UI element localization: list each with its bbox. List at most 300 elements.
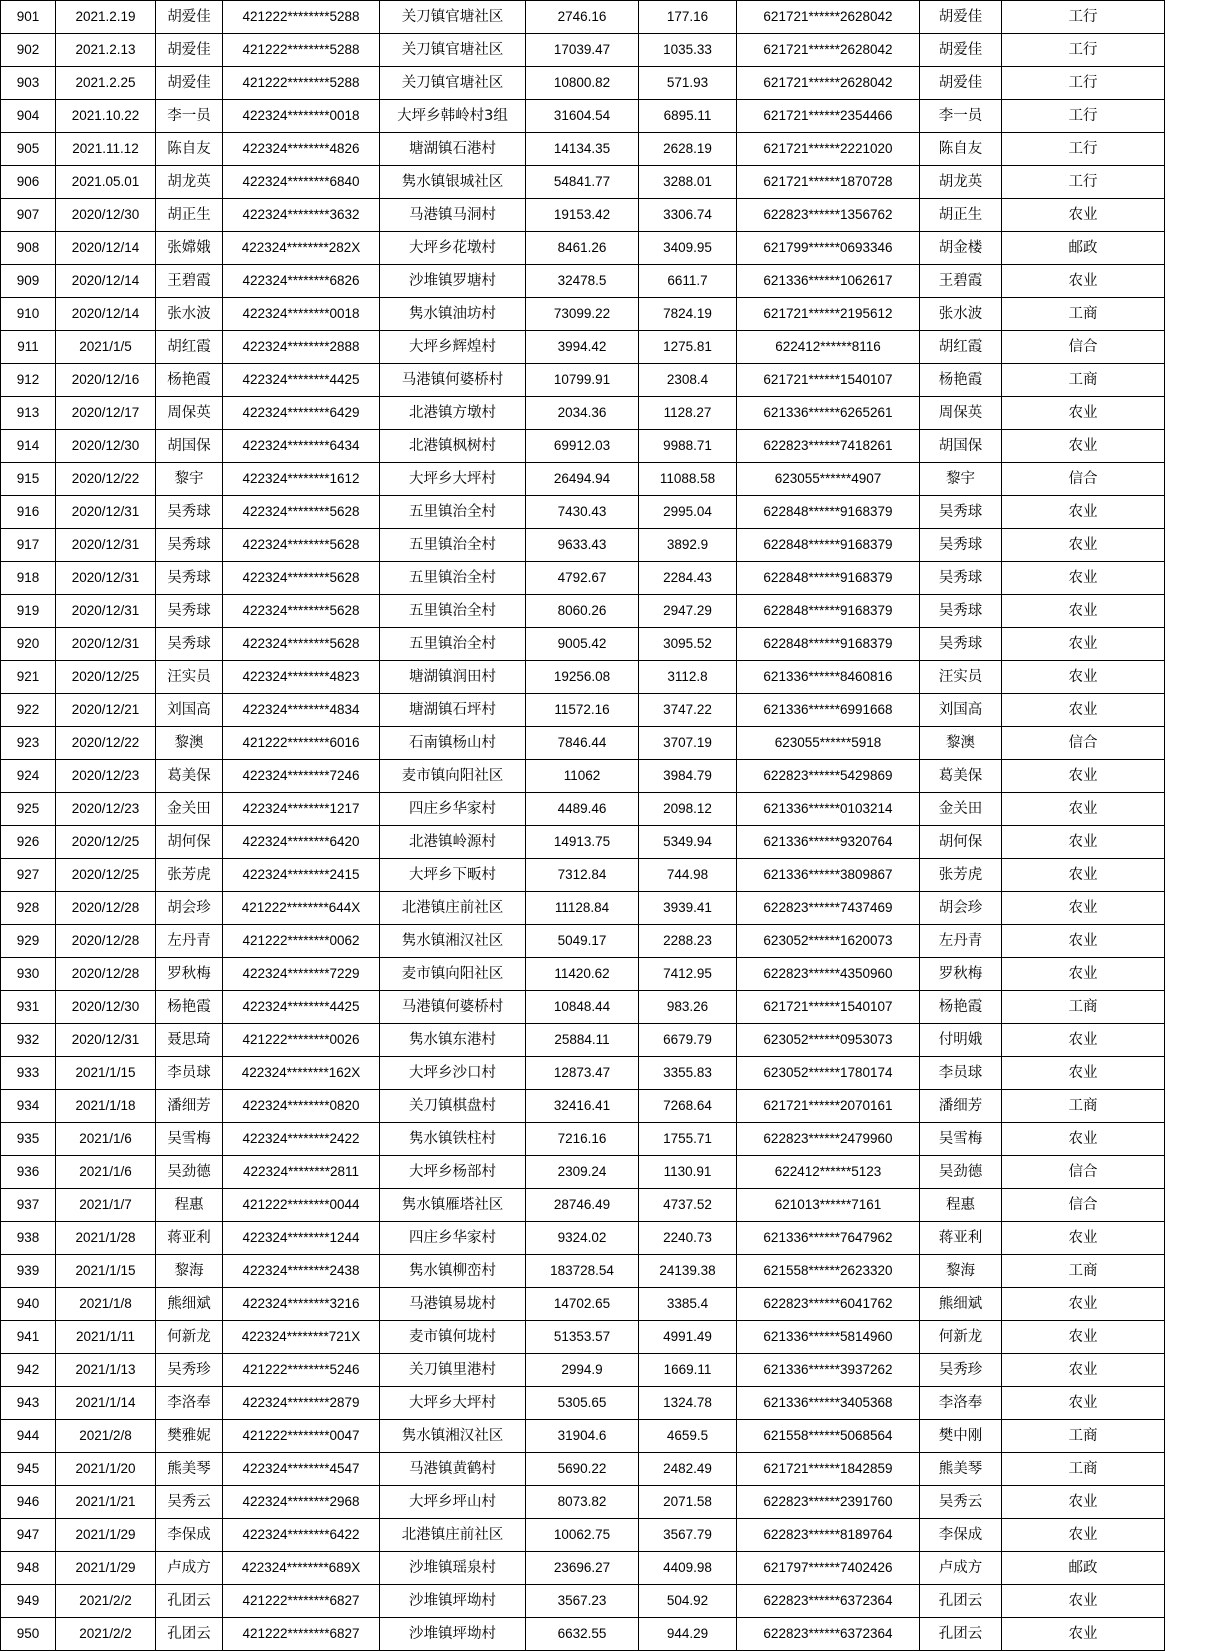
address-cell: 五里镇治全村 <box>380 628 526 661</box>
table-row <box>1 397 1165 430</box>
amount-cell: 10848.44 <box>526 991 639 1024</box>
account-holder-cell: 李保成 <box>920 1519 1002 1552</box>
account-holder-cell: 黎澳 <box>920 727 1002 760</box>
id-number-cell: 422324********5628 <box>223 529 380 562</box>
table-row <box>1 1255 1165 1288</box>
subsidy-cell: 7824.19 <box>639 298 737 331</box>
subsidy-cell: 3095.52 <box>639 628 737 661</box>
seq-cell: 917 <box>1 529 56 562</box>
date-cell: 2020/12/25 <box>56 661 156 694</box>
amount-cell: 7430.43 <box>526 496 639 529</box>
amount-cell: 12873.47 <box>526 1057 639 1090</box>
bank-cell: 信合 <box>1002 463 1165 496</box>
account-cell: 621721******2354466 <box>737 100 920 133</box>
address-cell: 北港镇庄前社区 <box>380 1519 526 1552</box>
account-holder-cell: 蒋亚利 <box>920 1222 1002 1255</box>
date-cell: 2020/12/30 <box>56 991 156 1024</box>
seq-cell: 902 <box>1 34 56 67</box>
subsidy-cell: 1035.33 <box>639 34 737 67</box>
account-cell: 621336******3809867 <box>737 859 920 892</box>
bank-cell: 农业 <box>1002 793 1165 826</box>
subsidy-cell: 1324.78 <box>639 1387 737 1420</box>
date-cell: 2021/1/6 <box>56 1123 156 1156</box>
bank-cell: 信合 <box>1002 727 1165 760</box>
address-cell: 塘湖镇润田村 <box>380 661 526 694</box>
seq-cell: 925 <box>1 793 56 826</box>
seq-cell: 906 <box>1 166 56 199</box>
account-cell: 621013******7161 <box>737 1189 920 1222</box>
amount-cell: 8073.82 <box>526 1486 639 1519</box>
address-cell: 关刀镇官塘社区 <box>380 1 526 34</box>
table-row <box>1 925 1165 958</box>
id-number-cell: 422324********2888 <box>223 331 380 364</box>
bank-cell: 农业 <box>1002 496 1165 529</box>
address-cell: 隽水镇柳峦村 <box>380 1255 526 1288</box>
bank-cell: 工商 <box>1002 1255 1165 1288</box>
seq-cell: 923 <box>1 727 56 760</box>
bank-cell: 农业 <box>1002 430 1165 463</box>
table-row <box>1 760 1165 793</box>
name-cell: 何新龙 <box>156 1321 223 1354</box>
subsidy-cell: 571.93 <box>639 67 737 100</box>
id-number-cell: 422324********2422 <box>223 1123 380 1156</box>
table-row <box>1 1453 1165 1486</box>
table-row <box>1 34 1165 67</box>
subsidy-cell: 1755.71 <box>639 1123 737 1156</box>
date-cell: 2020/12/31 <box>56 529 156 562</box>
subsidy-cell: 2284.43 <box>639 562 737 595</box>
bank-cell: 邮政 <box>1002 1552 1165 1585</box>
amount-cell: 28746.49 <box>526 1189 639 1222</box>
amount-cell: 5690.22 <box>526 1453 639 1486</box>
date-cell: 2021.05.01 <box>56 166 156 199</box>
bank-cell: 农业 <box>1002 1057 1165 1090</box>
address-cell: 沙堆镇坪坳村 <box>380 1585 526 1618</box>
subsidy-cell: 6611.7 <box>639 265 737 298</box>
account-cell: 621721******1540107 <box>737 991 920 1024</box>
name-cell: 胡会珍 <box>156 892 223 925</box>
amount-cell: 9633.43 <box>526 529 639 562</box>
address-cell: 塘湖镇石港村 <box>380 133 526 166</box>
address-cell: 北港镇方墩村 <box>380 397 526 430</box>
address-cell: 沙堆镇罗塘村 <box>380 265 526 298</box>
date-cell: 2021.2.25 <box>56 67 156 100</box>
subsidy-cell: 504.92 <box>639 1585 737 1618</box>
account-cell: 622823******5429869 <box>737 760 920 793</box>
account-cell: 621721******2628042 <box>737 67 920 100</box>
account-cell: 622823******8189764 <box>737 1519 920 1552</box>
seq-cell: 905 <box>1 133 56 166</box>
id-number-cell: 422324********2879 <box>223 1387 380 1420</box>
id-number-cell: 422324********6422 <box>223 1519 380 1552</box>
subsidy-cell: 24139.38 <box>639 1255 737 1288</box>
subsidy-cell: 4659.5 <box>639 1420 737 1453</box>
bank-cell: 工行 <box>1002 1 1165 34</box>
account-holder-cell: 吴劲德 <box>920 1156 1002 1189</box>
table-row <box>1 793 1165 826</box>
amount-cell: 2994.9 <box>526 1354 639 1387</box>
name-cell: 孔团云 <box>156 1585 223 1618</box>
table-row <box>1 1189 1165 1222</box>
address-cell: 大坪乡花墩村 <box>380 232 526 265</box>
account-cell: 623055******5918 <box>737 727 920 760</box>
amount-cell: 14913.75 <box>526 826 639 859</box>
subsidy-cell: 7412.95 <box>639 958 737 991</box>
name-cell: 杨艳霞 <box>156 991 223 1024</box>
seq-cell: 937 <box>1 1189 56 1222</box>
subsidy-cell: 983.26 <box>639 991 737 1024</box>
date-cell: 2020/12/31 <box>56 1024 156 1057</box>
name-cell: 程惠 <box>156 1189 223 1222</box>
account-holder-cell: 吴秀球 <box>920 496 1002 529</box>
table-row <box>1 958 1165 991</box>
amount-cell: 11572.16 <box>526 694 639 727</box>
date-cell: 2020/12/31 <box>56 562 156 595</box>
name-cell: 吴雪梅 <box>156 1123 223 1156</box>
subsidy-cell: 3288.01 <box>639 166 737 199</box>
account-cell: 621336******9320764 <box>737 826 920 859</box>
date-cell: 2020/12/31 <box>56 496 156 529</box>
name-cell: 胡爱佳 <box>156 67 223 100</box>
account-cell: 622848******9168379 <box>737 529 920 562</box>
table-body <box>1 1 1165 1651</box>
name-cell: 潘细芳 <box>156 1090 223 1123</box>
seq-cell: 945 <box>1 1453 56 1486</box>
account-cell: 621336******8460816 <box>737 661 920 694</box>
subsidy-cell: 1128.27 <box>639 397 737 430</box>
seq-cell: 920 <box>1 628 56 661</box>
table-row <box>1 430 1165 463</box>
amount-cell: 54841.77 <box>526 166 639 199</box>
amount-cell: 2746.16 <box>526 1 639 34</box>
account-holder-cell: 胡爱佳 <box>920 67 1002 100</box>
bank-cell: 农业 <box>1002 1618 1165 1651</box>
table-row <box>1 1387 1165 1420</box>
id-number-cell: 421222********5288 <box>223 34 380 67</box>
table-row <box>1 463 1165 496</box>
id-number-cell: 422324********5628 <box>223 562 380 595</box>
seq-cell: 950 <box>1 1618 56 1651</box>
id-number-cell: 422324********0820 <box>223 1090 380 1123</box>
seq-cell: 947 <box>1 1519 56 1552</box>
seq-cell: 901 <box>1 1 56 34</box>
table-row <box>1 727 1165 760</box>
name-cell: 王碧霞 <box>156 265 223 298</box>
amount-cell: 4792.67 <box>526 562 639 595</box>
id-number-cell: 421222********6827 <box>223 1585 380 1618</box>
amount-cell: 26494.94 <box>526 463 639 496</box>
date-cell: 2020/12/22 <box>56 463 156 496</box>
account-cell: 621336******6265261 <box>737 397 920 430</box>
account-cell: 623052******0953073 <box>737 1024 920 1057</box>
name-cell: 李员球 <box>156 1057 223 1090</box>
bank-cell: 农业 <box>1002 661 1165 694</box>
account-holder-cell: 潘细芳 <box>920 1090 1002 1123</box>
account-holder-cell: 王碧霞 <box>920 265 1002 298</box>
date-cell: 2020/12/14 <box>56 232 156 265</box>
bank-cell: 工商 <box>1002 991 1165 1024</box>
address-cell: 大坪乡下畈村 <box>380 859 526 892</box>
table-row <box>1 628 1165 661</box>
amount-cell: 7216.16 <box>526 1123 639 1156</box>
subsidy-cell: 4737.52 <box>639 1189 737 1222</box>
seq-cell: 932 <box>1 1024 56 1057</box>
id-number-cell: 422324********5628 <box>223 628 380 661</box>
account-cell: 621336******7647962 <box>737 1222 920 1255</box>
subsidy-cell: 7268.64 <box>639 1090 737 1123</box>
id-number-cell: 421222********0026 <box>223 1024 380 1057</box>
account-holder-cell: 吴秀球 <box>920 529 1002 562</box>
address-cell: 大坪乡辉煌村 <box>380 331 526 364</box>
name-cell: 罗秋梅 <box>156 958 223 991</box>
table-row <box>1 892 1165 925</box>
id-number-cell: 422324********4823 <box>223 661 380 694</box>
date-cell: 2021/1/11 <box>56 1321 156 1354</box>
amount-cell: 14702.65 <box>526 1288 639 1321</box>
name-cell: 胡爱佳 <box>156 1 223 34</box>
subsidy-cell: 1275.81 <box>639 331 737 364</box>
account-cell: 622823******2479960 <box>737 1123 920 1156</box>
amount-cell: 19153.42 <box>526 199 639 232</box>
name-cell: 陈自友 <box>156 133 223 166</box>
subsidy-cell: 3747.22 <box>639 694 737 727</box>
date-cell: 2021/1/29 <box>56 1552 156 1585</box>
amount-cell: 3994.42 <box>526 331 639 364</box>
bank-cell: 工行 <box>1002 166 1165 199</box>
account-holder-cell: 杨艳霞 <box>920 991 1002 1024</box>
date-cell: 2021.11.12 <box>56 133 156 166</box>
subsidy-cell: 3409.95 <box>639 232 737 265</box>
subsidy-cell: 177.16 <box>639 1 737 34</box>
table-row <box>1 1519 1165 1552</box>
id-number-cell: 421222********644X <box>223 892 380 925</box>
name-cell: 周保英 <box>156 397 223 430</box>
id-number-cell: 421222********0047 <box>223 1420 380 1453</box>
subsidy-cell: 3939.41 <box>639 892 737 925</box>
account-holder-cell: 张芳虎 <box>920 859 1002 892</box>
account-cell: 622848******9168379 <box>737 562 920 595</box>
account-cell: 621721******1842859 <box>737 1453 920 1486</box>
id-number-cell: 422324********6826 <box>223 265 380 298</box>
account-holder-cell: 胡正生 <box>920 199 1002 232</box>
date-cell: 2020/12/28 <box>56 958 156 991</box>
account-cell: 621799******0693346 <box>737 232 920 265</box>
account-holder-cell: 吴雪梅 <box>920 1123 1002 1156</box>
bank-cell: 农业 <box>1002 1387 1165 1420</box>
bank-cell: 农业 <box>1002 1321 1165 1354</box>
amount-cell: 9324.02 <box>526 1222 639 1255</box>
seq-cell: 929 <box>1 925 56 958</box>
seq-cell: 907 <box>1 199 56 232</box>
table-row <box>1 331 1165 364</box>
account-holder-cell: 孔团云 <box>920 1618 1002 1651</box>
amount-cell: 4489.46 <box>526 793 639 826</box>
bank-cell: 邮政 <box>1002 232 1165 265</box>
table-row <box>1 562 1165 595</box>
date-cell: 2021/1/13 <box>56 1354 156 1387</box>
name-cell: 刘国高 <box>156 694 223 727</box>
bank-cell: 农业 <box>1002 1123 1165 1156</box>
subsidy-cell: 3306.74 <box>639 199 737 232</box>
subsidy-cell: 2947.29 <box>639 595 737 628</box>
amount-cell: 6632.55 <box>526 1618 639 1651</box>
amount-cell: 3567.23 <box>526 1585 639 1618</box>
seq-cell: 927 <box>1 859 56 892</box>
subsidy-cell: 6679.79 <box>639 1024 737 1057</box>
name-cell: 蒋亚利 <box>156 1222 223 1255</box>
date-cell: 2020/12/25 <box>56 859 156 892</box>
account-cell: 621336******0103214 <box>737 793 920 826</box>
date-cell: 2020/12/28 <box>56 892 156 925</box>
amount-cell: 32416.41 <box>526 1090 639 1123</box>
subsidy-cell: 4409.98 <box>639 1552 737 1585</box>
amount-cell: 32478.5 <box>526 265 639 298</box>
account-holder-cell: 胡红霞 <box>920 331 1002 364</box>
date-cell: 2021/1/29 <box>56 1519 156 1552</box>
address-cell: 五里镇治全村 <box>380 595 526 628</box>
name-cell: 吴秀云 <box>156 1486 223 1519</box>
address-cell: 隽水镇雁塔社区 <box>380 1189 526 1222</box>
subsidy-cell: 3567.79 <box>639 1519 737 1552</box>
address-cell: 大坪乡坪山村 <box>380 1486 526 1519</box>
account-holder-cell: 樊中刚 <box>920 1420 1002 1453</box>
account-holder-cell: 吴秀珍 <box>920 1354 1002 1387</box>
account-cell: 622823******7418261 <box>737 430 920 463</box>
address-cell: 隽水镇铁柱村 <box>380 1123 526 1156</box>
subsidy-cell: 2995.04 <box>639 496 737 529</box>
address-cell: 北港镇岭源村 <box>380 826 526 859</box>
account-cell: 621721******1870728 <box>737 166 920 199</box>
address-cell: 大坪乡大坪村 <box>380 463 526 496</box>
address-cell: 关刀镇棋盘村 <box>380 1090 526 1123</box>
address-cell: 塘湖镇石坪村 <box>380 694 526 727</box>
id-number-cell: 422324********1217 <box>223 793 380 826</box>
bank-cell: 农业 <box>1002 628 1165 661</box>
address-cell: 关刀镇官塘社区 <box>380 34 526 67</box>
amount-cell: 5049.17 <box>526 925 639 958</box>
name-cell: 黎海 <box>156 1255 223 1288</box>
address-cell: 隽水镇湘汉社区 <box>380 925 526 958</box>
seq-cell: 943 <box>1 1387 56 1420</box>
seq-cell: 935 <box>1 1123 56 1156</box>
subsidy-cell: 2482.49 <box>639 1453 737 1486</box>
account-holder-cell: 胡爱佳 <box>920 1 1002 34</box>
seq-cell: 942 <box>1 1354 56 1387</box>
seq-cell: 908 <box>1 232 56 265</box>
amount-cell: 17039.47 <box>526 34 639 67</box>
bank-cell: 工商 <box>1002 1453 1165 1486</box>
account-holder-cell: 左丹青 <box>920 925 1002 958</box>
seq-cell: 919 <box>1 595 56 628</box>
address-cell: 马港镇何婆桥村 <box>380 991 526 1024</box>
address-cell: 麦市镇向阳社区 <box>380 958 526 991</box>
account-holder-cell: 胡爱佳 <box>920 34 1002 67</box>
seq-cell: 922 <box>1 694 56 727</box>
bank-cell: 工行 <box>1002 34 1165 67</box>
account-cell: 623052******1620073 <box>737 925 920 958</box>
subsidy-cell: 3385.4 <box>639 1288 737 1321</box>
bank-cell: 农业 <box>1002 958 1165 991</box>
account-cell: 622848******9168379 <box>737 595 920 628</box>
account-holder-cell: 熊美琴 <box>920 1453 1002 1486</box>
amount-cell: 25884.11 <box>526 1024 639 1057</box>
seq-cell: 941 <box>1 1321 56 1354</box>
name-cell: 熊美琴 <box>156 1453 223 1486</box>
table-row <box>1 232 1165 265</box>
seq-cell: 940 <box>1 1288 56 1321</box>
bank-cell: 农业 <box>1002 1486 1165 1519</box>
name-cell: 吴秀球 <box>156 529 223 562</box>
bank-cell: 工商 <box>1002 298 1165 331</box>
account-holder-cell: 胡会珍 <box>920 892 1002 925</box>
name-cell: 杨艳霞 <box>156 364 223 397</box>
date-cell: 2021.10.22 <box>56 100 156 133</box>
id-number-cell: 421222********5288 <box>223 67 380 100</box>
account-cell: 623052******1780174 <box>737 1057 920 1090</box>
amount-cell: 9005.42 <box>526 628 639 661</box>
name-cell: 吴秀球 <box>156 628 223 661</box>
seq-cell: 926 <box>1 826 56 859</box>
table-row <box>1 1090 1165 1123</box>
subsidy-cell: 3707.19 <box>639 727 737 760</box>
address-cell: 马港镇何婆桥村 <box>380 364 526 397</box>
address-cell: 马港镇黄鹤村 <box>380 1453 526 1486</box>
bank-cell: 农业 <box>1002 694 1165 727</box>
subsidy-cell: 3984.79 <box>639 760 737 793</box>
id-number-cell: 422324********7246 <box>223 760 380 793</box>
address-cell: 沙堆镇瑶泉村 <box>380 1552 526 1585</box>
date-cell: 2021/1/20 <box>56 1453 156 1486</box>
name-cell: 孔团云 <box>156 1618 223 1651</box>
amount-cell: 7312.84 <box>526 859 639 892</box>
subsidy-cell: 2288.23 <box>639 925 737 958</box>
date-cell: 2020/12/30 <box>56 430 156 463</box>
subsidy-cell: 3112.8 <box>639 661 737 694</box>
table-row <box>1 826 1165 859</box>
amount-cell: 5305.65 <box>526 1387 639 1420</box>
id-number-cell: 422324********4826 <box>223 133 380 166</box>
table-row <box>1 859 1165 892</box>
id-number-cell: 422324********282X <box>223 232 380 265</box>
date-cell: 2020/12/14 <box>56 265 156 298</box>
amount-cell: 2034.36 <box>526 397 639 430</box>
table-row <box>1 100 1165 133</box>
id-number-cell: 422324********689X <box>223 1552 380 1585</box>
amount-cell: 183728.54 <box>526 1255 639 1288</box>
table-row <box>1 199 1165 232</box>
id-number-cell: 422324********2415 <box>223 859 380 892</box>
name-cell: 左丹青 <box>156 925 223 958</box>
account-cell: 621797******7402426 <box>737 1552 920 1585</box>
account-holder-cell: 胡金楼 <box>920 232 1002 265</box>
address-cell: 麦市镇向阳社区 <box>380 760 526 793</box>
bank-cell: 工商 <box>1002 364 1165 397</box>
seq-cell: 903 <box>1 67 56 100</box>
date-cell: 2021/1/6 <box>56 1156 156 1189</box>
seq-cell: 916 <box>1 496 56 529</box>
amount-cell: 10062.75 <box>526 1519 639 1552</box>
table-row <box>1 529 1165 562</box>
subsidy-cell: 2071.58 <box>639 1486 737 1519</box>
amount-cell: 10799.91 <box>526 364 639 397</box>
account-cell: 622823******6372364 <box>737 1585 920 1618</box>
name-cell: 樊雅妮 <box>156 1420 223 1453</box>
name-cell: 聂思琦 <box>156 1024 223 1057</box>
subsidy-cell: 2240.73 <box>639 1222 737 1255</box>
name-cell: 张水波 <box>156 298 223 331</box>
table-row <box>1 496 1165 529</box>
seq-cell: 931 <box>1 991 56 1024</box>
